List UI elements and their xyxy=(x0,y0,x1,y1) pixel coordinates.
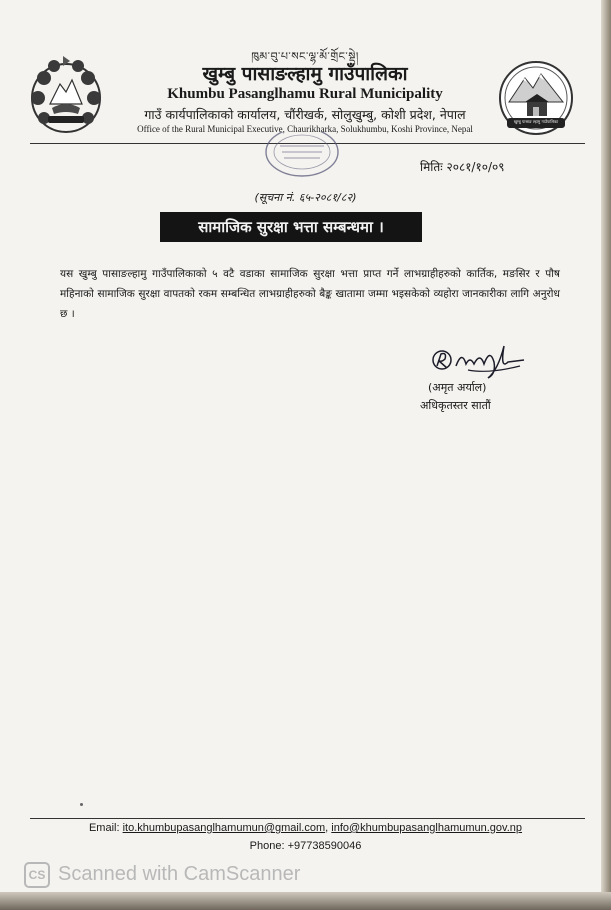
municipality-logo-caption: खुम्बु पासाङ ल्हामु गाउँपालिका xyxy=(513,119,559,124)
email-link-primary[interactable]: ito.khumbupasanglhamumun@gmail.com xyxy=(122,822,326,834)
notice-subject: सामाजिक सुरक्षा भत्ता सम्बन्धमा । xyxy=(160,212,422,242)
office-stamp xyxy=(262,132,342,178)
page-mark xyxy=(80,803,83,806)
signatory-title: अधिकृतस्तर सातौं xyxy=(420,399,491,412)
municipality-title-nepali: खुम्बु पासाङल्हामु गाउँपालिका xyxy=(202,63,408,85)
scan-edge-right xyxy=(601,0,611,910)
footer-email-line xyxy=(0,822,611,834)
signatory-name: (अमृत अर्याल) xyxy=(428,381,487,394)
email-separator: , xyxy=(325,822,329,834)
footer-divider xyxy=(30,818,585,819)
footer-phone: Phone: +97738590046 xyxy=(249,840,362,852)
notice-reference-number: (सूचना नं. ६५-२०८१/८२) xyxy=(254,191,357,204)
tibetan-script-line: ཁུམ་བུ་པ་སང་ལྷ་མོ་གྲོང་སྡེ། xyxy=(251,50,359,63)
camscanner-logo-icon: CS xyxy=(24,862,50,888)
email-label: Email: xyxy=(88,822,120,834)
scan-edge-bottom xyxy=(0,892,611,910)
office-address-nepali: गाउँ कार्यपालिकाको कार्यालय, चौंरीखर्क, सोलुखुम्बु, कोशी प्रदेश, नेपाल xyxy=(144,107,466,122)
office-address-english: Office of the Rural Municipal Executive, Chaurikharka, Solukhumbu, Koshi Province, Nepal xyxy=(137,124,473,134)
camscanner-watermark: Scanned with CamScanner xyxy=(58,863,301,885)
notice-body: यस खुम्बु पासाङल्हामु गाउँपालिकाको ५ वटै वडाका सामाजिक सुरक्षा भत्ता प्राप्त गर्ने लाभग्राहीहरुको कार्तिक, मङसिर र पौष महिनाको सामाजिक सुरक्षा वापतको रकम सम्बन्धित लाभग्राहीहरुको बैङ्क खातामा जम्मा भइसकेको व्यहोरा जानकारीका लागि अनुरोध छ । xyxy=(60,268,560,320)
municipality-logo xyxy=(497,58,575,138)
email-link-secondary[interactable]: info@khumbupasanglhamumun.gov.np xyxy=(331,822,523,834)
municipality-title-english: Khumbu Pasanglhamu Rural Municipality xyxy=(167,86,443,102)
issue-date: मितिः २०८१/१०/०९ xyxy=(420,160,505,174)
nepal-emblem-logo xyxy=(26,54,106,138)
